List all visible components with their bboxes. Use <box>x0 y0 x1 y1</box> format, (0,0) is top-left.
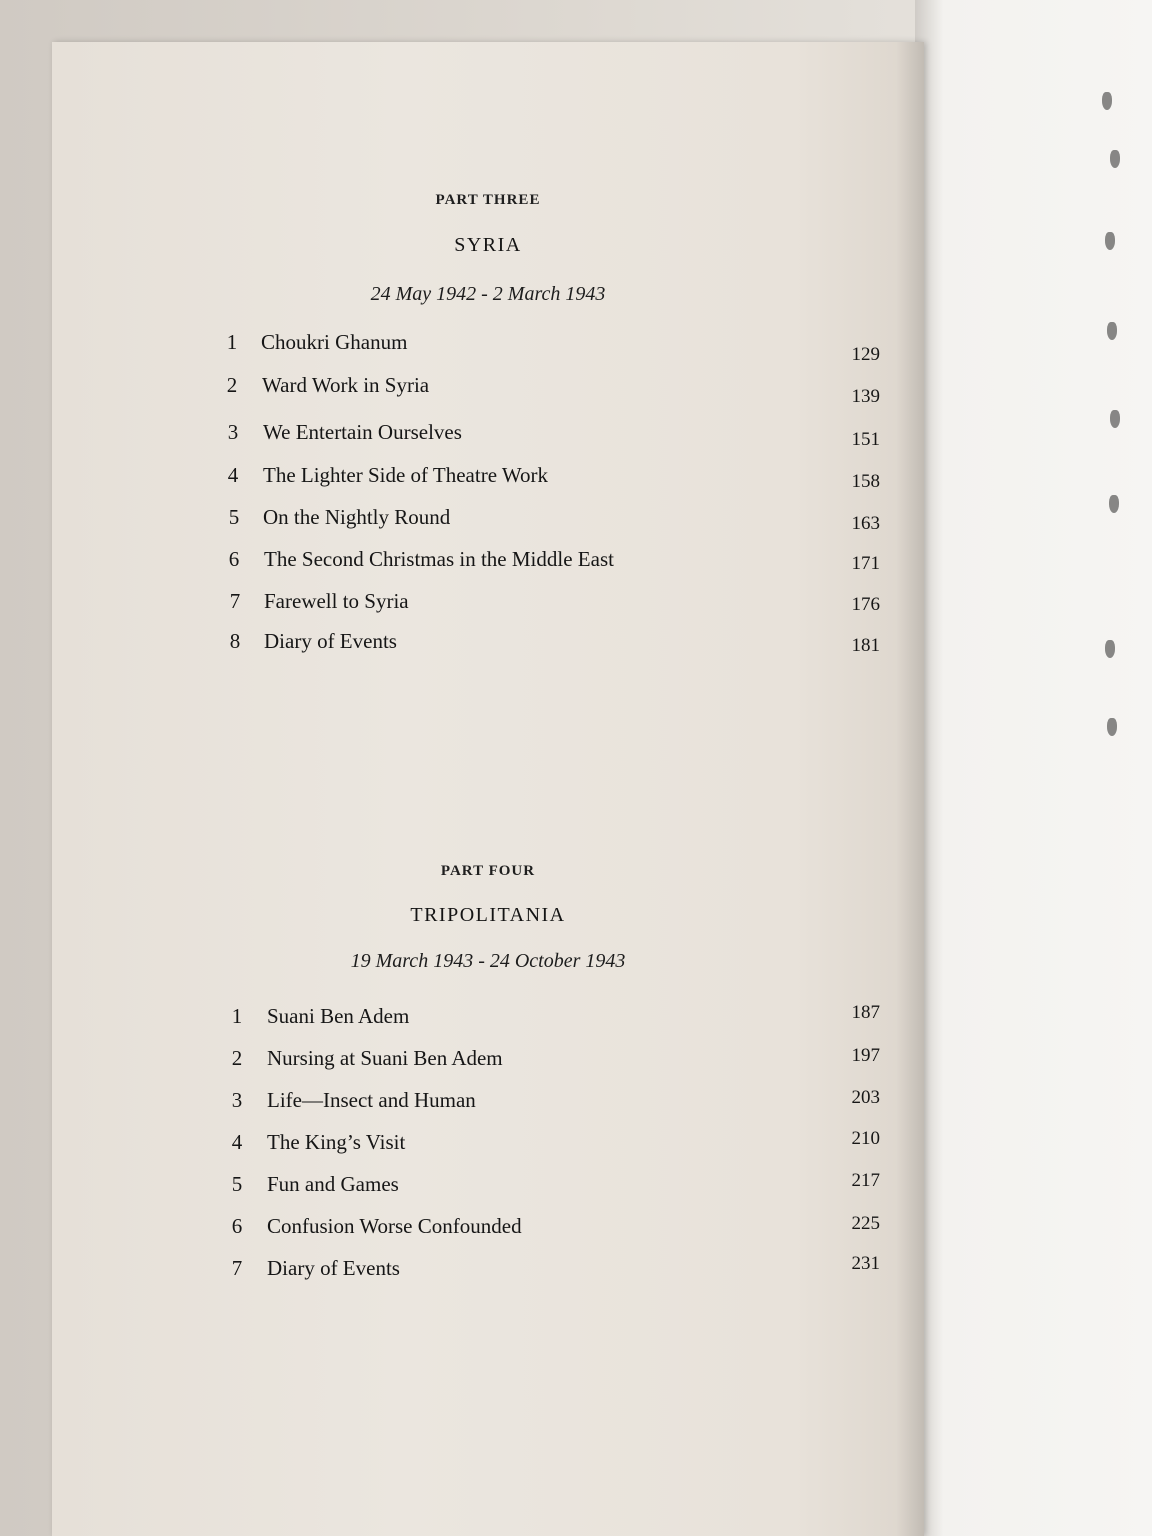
toc-row <box>52 1214 924 1244</box>
chapter-number: 8 <box>229 629 241 653</box>
print-mark <box>1110 410 1120 428</box>
chapter-title: Confusion Worse Confounded <box>267 1214 522 1238</box>
chapter-page: 158 <box>851 471 880 492</box>
chapter-title: Farewell to Syria <box>264 589 409 613</box>
toc-row <box>52 1130 924 1160</box>
book-page <box>52 42 924 1536</box>
chapter-number: 1 <box>231 1004 243 1028</box>
chapter-page: 187 <box>851 1002 880 1023</box>
chapter-number: 2 <box>231 1046 243 1070</box>
chapter-title: On the Nightly Round <box>263 505 451 529</box>
chapter-title: The Second Christmas in the Middle East <box>264 547 614 571</box>
chapter-title: Diary of Events <box>264 629 397 653</box>
toc-row <box>52 1088 924 1118</box>
print-mark <box>1107 322 1117 340</box>
toc-row <box>52 1046 924 1076</box>
chapter-page: 217 <box>851 1170 880 1191</box>
chapter-page: 225 <box>851 1213 880 1234</box>
chapter-page: 139 <box>851 386 880 407</box>
chapter-page: 203 <box>851 1087 880 1108</box>
toc-row <box>52 505 924 535</box>
toc-row <box>52 463 924 493</box>
toc-row <box>52 1004 924 1034</box>
toc-row <box>52 1253 924 1286</box>
chapter-title: We Entertain Ourselves <box>263 420 462 444</box>
chapter-page: 163 <box>851 513 880 534</box>
chapter-page: 181 <box>851 635 880 656</box>
chapter-title: Suani Ben Adem <box>267 1004 410 1028</box>
print-mark <box>1109 495 1119 513</box>
toc-row <box>52 420 924 450</box>
chapter-number: 5 <box>231 1172 243 1196</box>
chapter-page: 129 <box>851 344 880 365</box>
print-mark <box>1107 718 1117 736</box>
chapter-title: Diary of Events <box>267 1256 400 1280</box>
chapter-number: 6 <box>231 1214 243 1238</box>
toc-row <box>52 330 924 365</box>
chapter-title: Fun and Games <box>267 1172 399 1196</box>
chapter-page: 231 <box>851 1253 880 1274</box>
part-three-dates: 24 May 1942 - 2 March 1943 <box>370 283 606 305</box>
chapter-title: Ward Work in Syria <box>262 373 430 397</box>
print-mark <box>1105 232 1115 250</box>
toc-row <box>52 547 924 577</box>
chapter-number: 2 <box>226 373 238 397</box>
chapter-number: 1 <box>226 330 238 354</box>
chapter-number: 3 <box>227 420 239 444</box>
chapter-page: 151 <box>851 429 880 450</box>
chapter-number: 3 <box>231 1088 243 1112</box>
chapter-page: 171 <box>851 553 880 574</box>
part-three-label: PART THREE <box>435 192 541 208</box>
chapter-title: The King’s Visit <box>267 1130 406 1154</box>
chapter-number: 4 <box>227 463 239 487</box>
chapter-number: 7 <box>229 589 241 613</box>
facing-page <box>915 0 1152 1536</box>
toc-row <box>52 1172 924 1202</box>
part-four-dates: 19 March 1943 - 24 October 1943 <box>350 950 626 972</box>
chapter-number: 5 <box>228 505 240 529</box>
print-mark <box>1105 640 1115 658</box>
chapter-title: The Lighter Side of Theatre Work <box>263 463 549 487</box>
print-mark <box>1110 150 1120 168</box>
chapter-page: 176 <box>851 594 880 615</box>
part-three-region: SYRIA <box>454 234 522 256</box>
toc-row <box>52 373 924 407</box>
chapter-number: 4 <box>231 1130 243 1154</box>
toc-row <box>52 589 924 619</box>
part-four-label: PART FOUR <box>440 863 536 879</box>
chapter-title: Life—Insect and Human <box>267 1088 476 1112</box>
chapter-page: 210 <box>851 1128 880 1149</box>
chapter-title: Nursing at Suani Ben Adem <box>267 1046 503 1070</box>
part-four-region: TRIPOLITANIA <box>410 904 566 926</box>
chapter-number: 6 <box>228 547 240 571</box>
chapter-title: Choukri Ghanum <box>261 330 408 354</box>
print-mark <box>1102 92 1112 110</box>
chapter-number: 7 <box>231 1256 243 1280</box>
chapter-page: 197 <box>851 1045 880 1066</box>
toc-row <box>52 629 924 659</box>
